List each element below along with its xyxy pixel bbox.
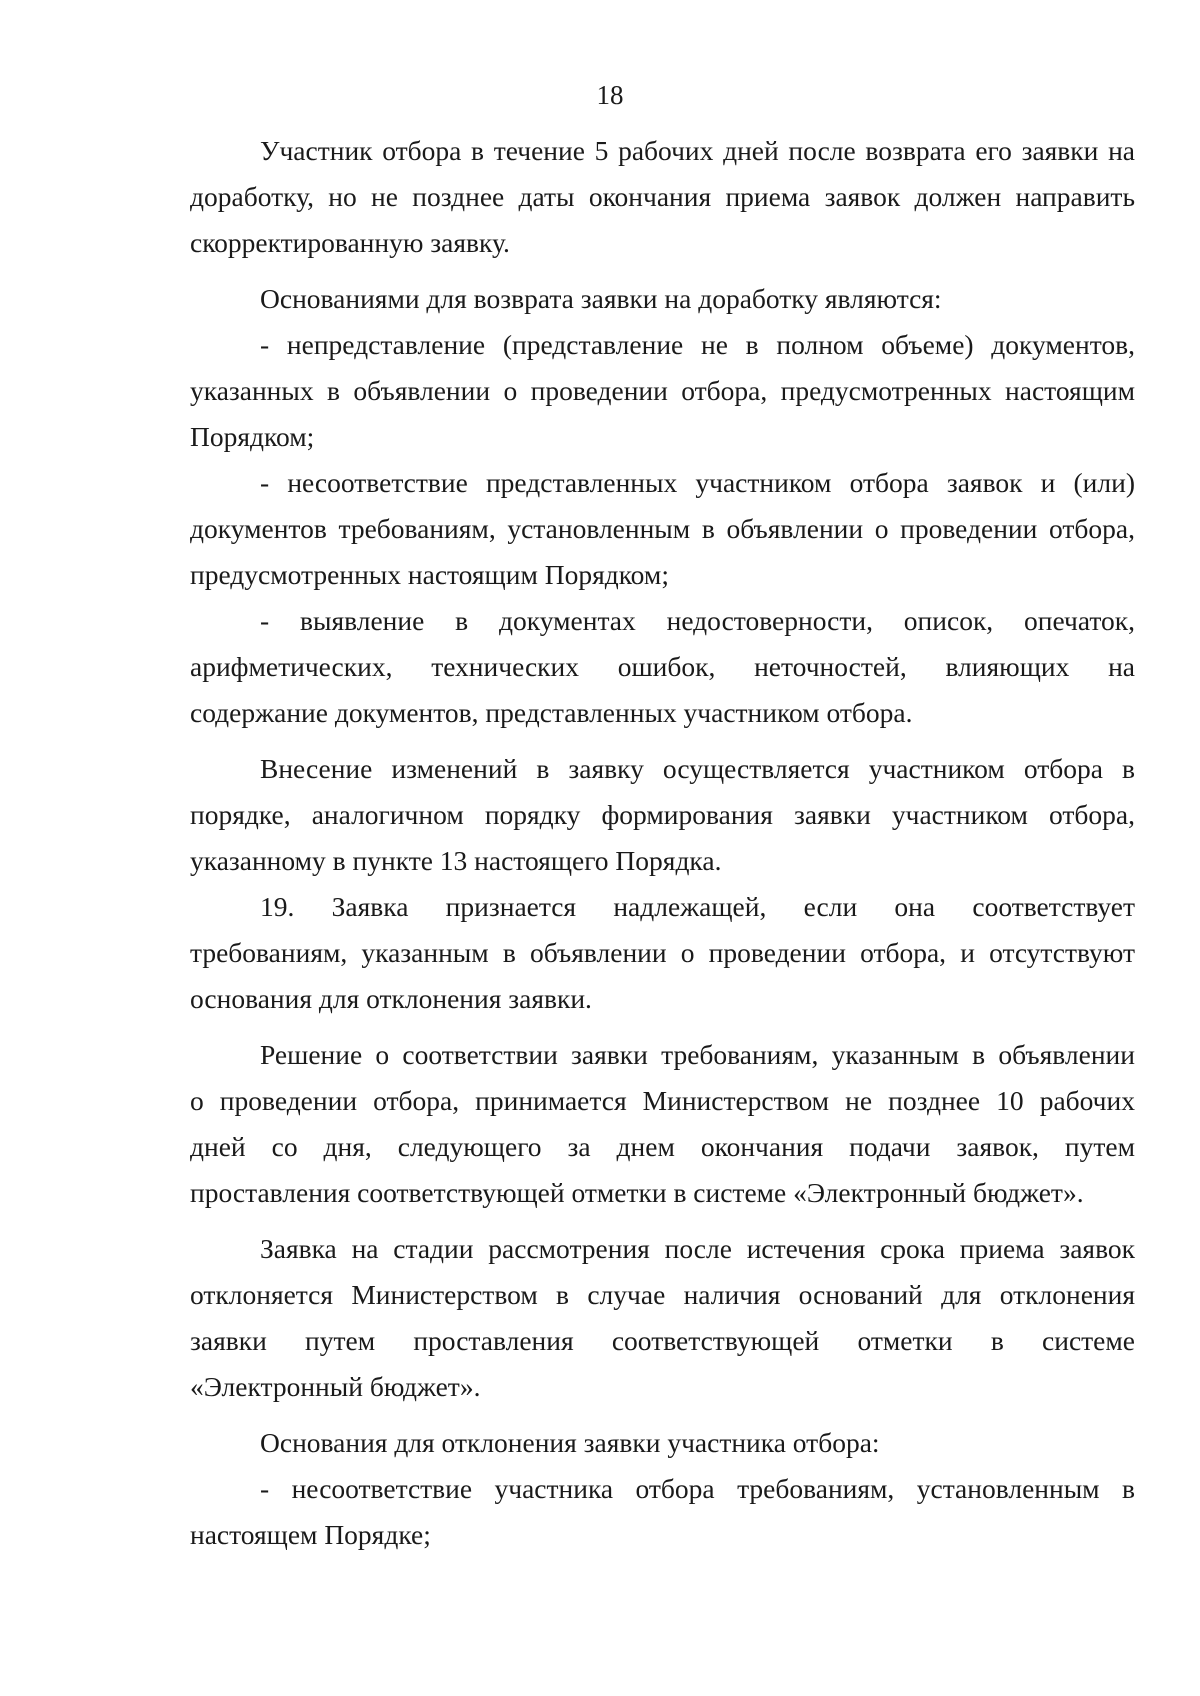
paragraph-return-grounds-heading (190, 276, 1135, 322)
text-line: порядке, аналогичном порядку формирования заявки участником отбора, (190, 799, 1135, 830)
text-line: - выявление в документах недостоверности, описок, опечаток, (260, 605, 1135, 636)
text-line: дней со дня, следующего за днем окончания подачи заявок, путем (190, 1131, 1135, 1162)
paragraph-rejection (190, 1226, 1135, 1410)
text-line: заявки путем проставления соответствующей отметки в системе (190, 1325, 1135, 1356)
text-line: - несоответствие представленных участником отбора заявок и (или) (260, 467, 1135, 498)
list-item-errors (190, 598, 1135, 736)
text-line: «Электронный бюджет». (190, 1371, 481, 1402)
text-line: документов требованиям, установленным в объявлении о проведении отбора, (190, 513, 1135, 544)
text-line: предусмотренных настоящим Порядком; (190, 559, 669, 590)
text-line: Основания для отклонения заявки участника отбора: (260, 1427, 880, 1458)
text-line: Участник отбора в течение 5 рабочих дней после возврата его заявки на (260, 135, 1135, 166)
paragraph-amendments (190, 746, 1135, 884)
text-line: Основаниями для возврата заявки на доработку являются: (260, 283, 942, 314)
text-line: Решение о соответствии заявки требованиям, указанным в объявлении (260, 1039, 1135, 1070)
text-line: арифметических, технических ошибок, неточностей, влияющих на (190, 651, 1135, 682)
list-item-noncompliance (190, 460, 1135, 598)
text-line: содержание документов, представленных участником отбора. (190, 697, 913, 728)
text-line: - непредставление (представление не в полном объеме) документов, (260, 329, 1135, 360)
paragraph-resubmission (190, 128, 1135, 266)
text-line: Заявка на стадии рассмотрения после истечения срока приема заявок (260, 1233, 1135, 1264)
text-line: указанных в объявлении о проведении отбора, предусмотренных настоящим (190, 375, 1135, 406)
text-line: проставления соответствующей отметки в системе «Электронный бюджет». (190, 1177, 1084, 1208)
text-line: скорректированную заявку. (190, 227, 510, 258)
text-line: о проведении отбора, принимается Министерством не позднее 10 рабочих (190, 1085, 1135, 1116)
text-line: доработку, но не позднее даты окончания приема заявок должен направить (190, 181, 1135, 212)
list-item-participant-noncompliance (190, 1466, 1135, 1558)
document-body (190, 128, 1135, 1558)
text-line: 19. Заявка признается надлежащей, если она соответствует (260, 891, 1135, 922)
paragraph-rejection-grounds-heading (190, 1420, 1135, 1466)
text-line: - несоответствие участника отбора требованиям, установленным в (260, 1473, 1135, 1504)
text-line: настоящем Порядке; (190, 1519, 431, 1550)
text-line: основания для отклонения заявки. (190, 983, 592, 1014)
text-line: указанному в пункте 13 настоящего Порядка. (190, 845, 722, 876)
text-line: отклоняется Министерством в случае наличия оснований для отклонения (190, 1279, 1135, 1310)
list-item-nonsubmission (190, 322, 1135, 460)
text-line: Внесение изменений в заявку осуществляется участником отбора в (260, 753, 1135, 784)
paragraph-decision (190, 1032, 1135, 1216)
paragraph-clause-19 (190, 884, 1135, 1022)
text-line: Порядком; (190, 421, 315, 452)
text-line: требованиям, указанным в объявлении о проведении отбора, и отсутствуют (190, 937, 1135, 968)
page-number: 18 (596, 80, 624, 110)
